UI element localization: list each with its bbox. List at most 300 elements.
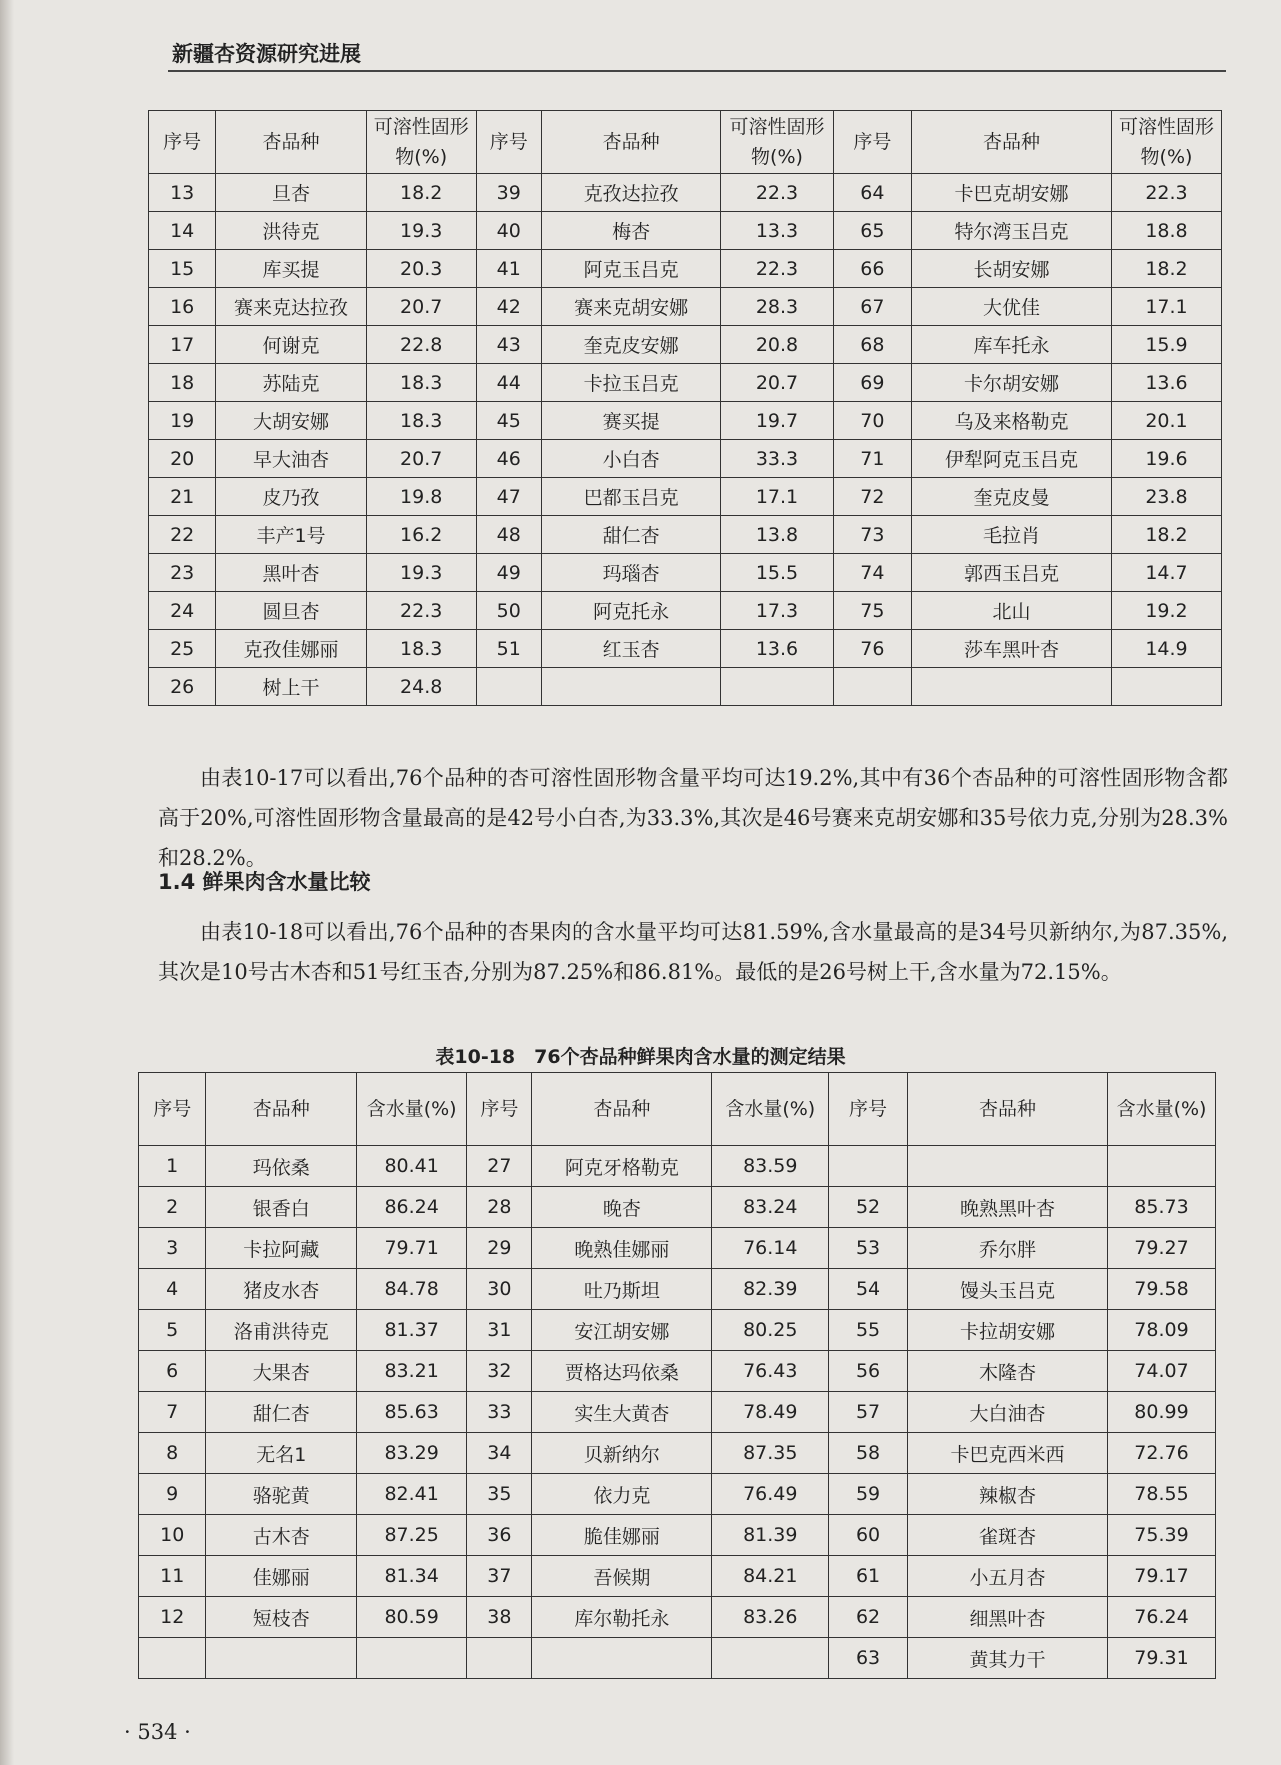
table-cell: 14.9 [1111, 630, 1221, 668]
table-cell: 郭西玉吕克 [912, 554, 1112, 592]
table-cell: 39 [476, 174, 541, 212]
table-cell: 81.37 [357, 1310, 467, 1351]
table-cell: 阿克牙格勒克 [532, 1146, 712, 1187]
table-cell: 伊犁阿克玉吕克 [912, 440, 1112, 478]
table-row [149, 250, 1222, 288]
table-cell: 赛来克胡安娜 [541, 288, 721, 326]
table-cell: 62 [829, 1597, 908, 1638]
table-cell: 83.21 [357, 1351, 467, 1392]
table-cell: 短枝杏 [206, 1597, 357, 1638]
table-cell: 10 [139, 1515, 206, 1556]
table-cell: 大优佳 [912, 288, 1112, 326]
table-cell: 61 [829, 1556, 908, 1597]
table-cell: 79.27 [1108, 1228, 1216, 1269]
table-cell: 17.3 [721, 592, 833, 630]
table-cell: 卡巴克胡安娜 [912, 174, 1112, 212]
column-header: 杏品种 [541, 111, 721, 174]
table-cell: 52 [829, 1187, 908, 1228]
table-cell: 57 [829, 1392, 908, 1433]
table-cell: 58 [829, 1433, 908, 1474]
table-cell: 何谢克 [216, 326, 366, 364]
table-row [149, 288, 1222, 326]
table-row [139, 1187, 1216, 1228]
table-cell [912, 668, 1112, 706]
table-cell: 黄其力干 [907, 1638, 1107, 1679]
table-cell: 19.6 [1111, 440, 1221, 478]
table-cell: 13.3 [721, 212, 833, 250]
table-cell: 36 [467, 1515, 532, 1556]
table-cell: 大果杏 [206, 1351, 357, 1392]
table-cell: 17 [149, 326, 216, 364]
table-row [149, 326, 1222, 364]
table-cell: 18 [149, 364, 216, 402]
table-cell: 12 [139, 1597, 206, 1638]
column-header: 含水量(%) [712, 1073, 829, 1146]
table-cell: 红玉杏 [541, 630, 721, 668]
table-cell: 18.3 [366, 402, 476, 440]
table-cell: 丰产1号 [216, 516, 366, 554]
table-cell: 阿克玉吕克 [541, 250, 721, 288]
table-cell: 甜仁杏 [206, 1392, 357, 1433]
table-cell [1108, 1146, 1216, 1187]
table-cell: 79.71 [357, 1228, 467, 1269]
table-cell: 50 [476, 592, 541, 630]
header-rule [168, 70, 1226, 72]
table-cell: 洛甫洪待克 [206, 1310, 357, 1351]
table-row [149, 478, 1222, 516]
table-cell: 79.58 [1108, 1269, 1216, 1310]
table-cell: 22 [149, 516, 216, 554]
running-header: 新疆杏资源研究进展 [172, 42, 361, 66]
table-cell: 20.1 [1111, 402, 1221, 440]
table-cell: 奎克皮安娜 [541, 326, 721, 364]
table-cell: 43 [476, 326, 541, 364]
table-cell [476, 668, 541, 706]
table-cell: 13.6 [721, 630, 833, 668]
table-cell: 46 [476, 440, 541, 478]
table-row [149, 402, 1222, 440]
table-cell: 5 [139, 1310, 206, 1351]
table-cell: 79.17 [1108, 1556, 1216, 1597]
table-cell: 24 [149, 592, 216, 630]
table-cell [206, 1638, 357, 1679]
table-cell: 81.39 [712, 1515, 829, 1556]
table-cell: 14 [149, 212, 216, 250]
table-cell: 65 [833, 212, 912, 250]
table-cell: 66 [833, 250, 912, 288]
section-heading: 1.4 鲜果肉含水量比较 [158, 870, 371, 894]
table-cell [1111, 668, 1221, 706]
table-cell: 旦杏 [216, 174, 366, 212]
table-cell: 38 [467, 1597, 532, 1638]
table-cell: 55 [829, 1310, 908, 1351]
table-cell: 细黑叶杏 [907, 1597, 1107, 1638]
table-cell: 19.3 [366, 554, 476, 592]
table-cell: 早大油杏 [216, 440, 366, 478]
table-cell: 60 [829, 1515, 908, 1556]
table-cell: 库买提 [216, 250, 366, 288]
table-row [139, 1146, 1216, 1187]
table-cell: 34 [467, 1433, 532, 1474]
table-cell: 20 [149, 440, 216, 478]
table-header-row [139, 1073, 1216, 1146]
column-header: 杏品种 [216, 111, 366, 174]
table-cell: 1 [139, 1146, 206, 1187]
table-cell: 馒头玉吕克 [907, 1269, 1107, 1310]
table-cell: 19.3 [366, 212, 476, 250]
table-row [149, 364, 1222, 402]
table-cell: 苏陆克 [216, 364, 366, 402]
table-cell: 81.34 [357, 1556, 467, 1597]
table-cell: 乌及来格勒克 [912, 402, 1112, 440]
table-cell: 27 [467, 1146, 532, 1187]
table-row [139, 1351, 1216, 1392]
table-row [139, 1310, 1216, 1351]
table-cell: 83.29 [357, 1433, 467, 1474]
table-cell: 吾候期 [532, 1556, 712, 1597]
table-cell: 无名1 [206, 1433, 357, 1474]
table-cell: 21 [149, 478, 216, 516]
table-cell: 22.3 [721, 174, 833, 212]
column-header: 序号 [139, 1073, 206, 1146]
table-cell [357, 1638, 467, 1679]
table-cell: 19 [149, 402, 216, 440]
table-cell: 80.99 [1108, 1392, 1216, 1433]
table-cell: 毛拉肖 [912, 516, 1112, 554]
table-cell: 长胡安娜 [912, 250, 1112, 288]
table-cell: 骆驼黄 [206, 1474, 357, 1515]
table-cell: 20.7 [721, 364, 833, 402]
table-cell: 8 [139, 1433, 206, 1474]
table-cell: 63 [829, 1638, 908, 1679]
table-cell: 37 [467, 1556, 532, 1597]
table-row [149, 440, 1222, 478]
page-number: · 534 · [124, 1720, 191, 1744]
table-cell: 库尔勒托永 [532, 1597, 712, 1638]
table-row [139, 1597, 1216, 1638]
table-cell: 20.7 [366, 288, 476, 326]
table-cell: 84.21 [712, 1556, 829, 1597]
table-row [149, 668, 1222, 706]
table-row [139, 1638, 1216, 1679]
table-cell: 赛来克达拉孜 [216, 288, 366, 326]
table-cell [532, 1638, 712, 1679]
table-cell: 78.55 [1108, 1474, 1216, 1515]
table-cell: 67 [833, 288, 912, 326]
table-cell: 29 [467, 1228, 532, 1269]
table-cell: 实生大黄杏 [532, 1392, 712, 1433]
table-cell: 依力克 [532, 1474, 712, 1515]
table-cell: 30 [467, 1269, 532, 1310]
solids-table [148, 110, 1222, 706]
table-cell: 69 [833, 364, 912, 402]
table-cell: 31 [467, 1310, 532, 1351]
column-header: 可溶性固形物(%) [1111, 111, 1221, 174]
table-cell [833, 668, 912, 706]
table-cell: 48 [476, 516, 541, 554]
table-cell: 阿克托永 [541, 592, 721, 630]
table-body [139, 1146, 1216, 1679]
table-cell: 14.7 [1111, 554, 1221, 592]
table-cell: 大胡安娜 [216, 402, 366, 440]
table-cell: 22.3 [366, 592, 476, 630]
table-cell: 克孜达拉孜 [541, 174, 721, 212]
table-row [139, 1392, 1216, 1433]
table-cell: 15.9 [1111, 326, 1221, 364]
table-row [149, 592, 1222, 630]
table-cell: 33 [467, 1392, 532, 1433]
table-cell: 35 [467, 1474, 532, 1515]
table-cell: 3 [139, 1228, 206, 1269]
table-cell: 71 [833, 440, 912, 478]
table-cell: 15.5 [721, 554, 833, 592]
table-cell: 18.8 [1111, 212, 1221, 250]
table-row [149, 630, 1222, 668]
table-cell: 猪皮水杏 [206, 1269, 357, 1310]
table-cell: 22.3 [721, 250, 833, 288]
table-cell: 22.8 [366, 326, 476, 364]
table-row [149, 554, 1222, 592]
table-cell: 83.24 [712, 1187, 829, 1228]
table-cell: 16 [149, 288, 216, 326]
table-cell: 76.24 [1108, 1597, 1216, 1638]
column-header: 杏品种 [912, 111, 1112, 174]
table-cell [907, 1146, 1107, 1187]
table-cell: 72.76 [1108, 1433, 1216, 1474]
table-cell: 黑叶杏 [216, 554, 366, 592]
table-cell: 木隆杏 [907, 1351, 1107, 1392]
table-cell: 晚杏 [532, 1187, 712, 1228]
table-cell: 28.3 [721, 288, 833, 326]
table-cell: 银香白 [206, 1187, 357, 1228]
table-cell [721, 668, 833, 706]
table-cell: 64 [833, 174, 912, 212]
table-cell: 玛瑙杏 [541, 554, 721, 592]
table-cell: 安江胡安娜 [532, 1310, 712, 1351]
table-cell: 18.3 [366, 630, 476, 668]
table-row [139, 1515, 1216, 1556]
table-cell: 87.25 [357, 1515, 467, 1556]
table-cell: 梅杏 [541, 212, 721, 250]
table-cell: 79.31 [1108, 1638, 1216, 1679]
column-header: 序号 [829, 1073, 908, 1146]
table-body [149, 174, 1222, 706]
table-cell: 圆旦杏 [216, 592, 366, 630]
table-cell: 75.39 [1108, 1515, 1216, 1556]
table-row [139, 1228, 1216, 1269]
table-cell: 乔尔胖 [907, 1228, 1107, 1269]
table-row [139, 1556, 1216, 1597]
table-cell: 17.1 [1111, 288, 1221, 326]
column-header: 可溶性固形物(%) [721, 111, 833, 174]
table-row [139, 1269, 1216, 1310]
paragraph-solids: 由表10-17可以看出,76个品种的杏可溶性固形物含量平均可达19.2%,其中有36个杏品种的可溶性固形物含都高于20%,可溶性固形物含量最高的是42号小白杏,为33.3%,其次是46号赛来克胡安娜和35号依力克,分别为28.3%和28.2%。 [158, 766, 1228, 870]
column-header: 杏品种 [206, 1073, 357, 1146]
column-header: 含水量(%) [357, 1073, 467, 1146]
table-cell [712, 1638, 829, 1679]
table-cell: 奎克皮曼 [912, 478, 1112, 516]
table-cell: 80.59 [357, 1597, 467, 1638]
table-cell: 28 [467, 1187, 532, 1228]
column-header: 可溶性固形物(%) [366, 111, 476, 174]
table-cell: 76.43 [712, 1351, 829, 1392]
table-cell: 74.07 [1108, 1351, 1216, 1392]
table-cell: 70 [833, 402, 912, 440]
table-row [139, 1474, 1216, 1515]
table-row [149, 212, 1222, 250]
table-cell: 19.7 [721, 402, 833, 440]
table-cell: 87.35 [712, 1433, 829, 1474]
table-cell: 84.78 [357, 1269, 467, 1310]
table-cell: 18.3 [366, 364, 476, 402]
table-cell: 脆佳娜丽 [532, 1515, 712, 1556]
table-cell: 68 [833, 326, 912, 364]
table-row [149, 174, 1222, 212]
table-cell: 卡拉阿藏 [206, 1228, 357, 1269]
table-cell: 76.49 [712, 1474, 829, 1515]
table-caption: 表10-18 76个杏品种鲜果肉含水量的测定结果 [435, 1046, 846, 1068]
table-cell [541, 668, 721, 706]
table-cell: 85.73 [1108, 1187, 1216, 1228]
table-cell: 北山 [912, 592, 1112, 630]
table-cell: 晚熟黑叶杏 [907, 1187, 1107, 1228]
column-header: 含水量(%) [1108, 1073, 1216, 1146]
table-cell: 47 [476, 478, 541, 516]
table-cell: 40 [476, 212, 541, 250]
table-cell [829, 1146, 908, 1187]
table-cell: 23.8 [1111, 478, 1221, 516]
table-cell: 18.2 [1111, 516, 1221, 554]
table-cell: 玛依桑 [206, 1146, 357, 1187]
table-cell: 15 [149, 250, 216, 288]
table-cell: 53 [829, 1228, 908, 1269]
table-cell: 59 [829, 1474, 908, 1515]
table-cell: 11 [139, 1556, 206, 1597]
table-cell: 41 [476, 250, 541, 288]
table-cell: 78.49 [712, 1392, 829, 1433]
table-cell: 24.8 [366, 668, 476, 706]
table-cell: 13.6 [1111, 364, 1221, 402]
paragraph-water: 由表10-18可以看出,76个品种的杏果肉的含水量平均可达81.59%,含水量最高的是34号贝新纳尔,为87.35%,其次是10号古木杏和51号红玉杏,分别为87.25%和86.81%。最低的是26号树上干,含水量为72.15%。 [158, 920, 1228, 984]
table-cell: 51 [476, 630, 541, 668]
table-cell: 23 [149, 554, 216, 592]
table-cell: 赛买提 [541, 402, 721, 440]
table-cell: 6 [139, 1351, 206, 1392]
table-cell: 80.41 [357, 1146, 467, 1187]
table-cell: 72 [833, 478, 912, 516]
table-cell: 卡尔胡安娜 [912, 364, 1112, 402]
table-cell: 小五月杏 [907, 1556, 1107, 1597]
column-header: 序号 [833, 111, 912, 174]
table-cell: 85.63 [357, 1392, 467, 1433]
table-row [139, 1433, 1216, 1474]
table-cell: 树上干 [216, 668, 366, 706]
table-cell: 86.24 [357, 1187, 467, 1228]
table-cell: 20.8 [721, 326, 833, 364]
table-cell: 45 [476, 402, 541, 440]
table-cell: 4 [139, 1269, 206, 1310]
table-cell: 20.3 [366, 250, 476, 288]
table-cell: 19.2 [1111, 592, 1221, 630]
table-cell: 82.39 [712, 1269, 829, 1310]
table-cell: 78.09 [1108, 1310, 1216, 1351]
table-cell: 晚熟佳娜丽 [532, 1228, 712, 1269]
table-cell: 54 [829, 1269, 908, 1310]
table-cell [467, 1638, 532, 1679]
table-cell: 80.25 [712, 1310, 829, 1351]
table-cell: 小白杏 [541, 440, 721, 478]
table-cell: 25 [149, 630, 216, 668]
table-cell: 卡拉玉吕克 [541, 364, 721, 402]
table-cell: 贾格达玛依桑 [532, 1351, 712, 1392]
column-header: 杏品种 [907, 1073, 1107, 1146]
page-gutter-shadow [0, 0, 14, 1765]
table-cell: 19.8 [366, 478, 476, 516]
table-cell: 13.8 [721, 516, 833, 554]
table-cell: 22.3 [1111, 174, 1221, 212]
table-cell: 18.2 [1111, 250, 1221, 288]
table-cell: 卡巴克西米西 [907, 1433, 1107, 1474]
table-cell: 皮乃孜 [216, 478, 366, 516]
table-cell: 76.14 [712, 1228, 829, 1269]
water-content-table [138, 1072, 1216, 1679]
table-cell: 83.59 [712, 1146, 829, 1187]
table-cell: 克孜佳娜丽 [216, 630, 366, 668]
table-cell: 26 [149, 668, 216, 706]
column-header: 序号 [467, 1073, 532, 1146]
table-cell: 大白油杏 [907, 1392, 1107, 1433]
table-cell: 辣椒杏 [907, 1474, 1107, 1515]
table-cell: 32 [467, 1351, 532, 1392]
table-header-row [149, 111, 1222, 174]
table-cell [139, 1638, 206, 1679]
table-cell: 17.1 [721, 478, 833, 516]
table-cell: 49 [476, 554, 541, 592]
table-cell: 库车托永 [912, 326, 1112, 364]
table-cell: 33.3 [721, 440, 833, 478]
table-cell: 13 [149, 174, 216, 212]
table-cell: 18.2 [366, 174, 476, 212]
table-cell: 56 [829, 1351, 908, 1392]
table-cell: 佳娜丽 [206, 1556, 357, 1597]
table-cell: 42 [476, 288, 541, 326]
table-cell: 9 [139, 1474, 206, 1515]
table-cell: 特尔湾玉吕克 [912, 212, 1112, 250]
table-cell: 20.7 [366, 440, 476, 478]
table-cell: 洪待克 [216, 212, 366, 250]
table-cell: 吐乃斯坦 [532, 1269, 712, 1310]
table-cell: 莎车黑叶杏 [912, 630, 1112, 668]
table-cell: 76 [833, 630, 912, 668]
column-header: 序号 [476, 111, 541, 174]
table-cell: 44 [476, 364, 541, 402]
table-cell: 16.2 [366, 516, 476, 554]
column-header: 序号 [149, 111, 216, 174]
table-cell: 73 [833, 516, 912, 554]
table-cell: 2 [139, 1187, 206, 1228]
table-cell: 古木杏 [206, 1515, 357, 1556]
table-cell: 82.41 [357, 1474, 467, 1515]
table-cell: 卡拉胡安娜 [907, 1310, 1107, 1351]
table-cell: 7 [139, 1392, 206, 1433]
table-cell: 雀斑杏 [907, 1515, 1107, 1556]
column-header: 杏品种 [532, 1073, 712, 1146]
table-cell: 83.26 [712, 1597, 829, 1638]
table-cell: 74 [833, 554, 912, 592]
table-cell: 75 [833, 592, 912, 630]
table-cell: 甜仁杏 [541, 516, 721, 554]
table-cell: 巴都玉吕克 [541, 478, 721, 516]
